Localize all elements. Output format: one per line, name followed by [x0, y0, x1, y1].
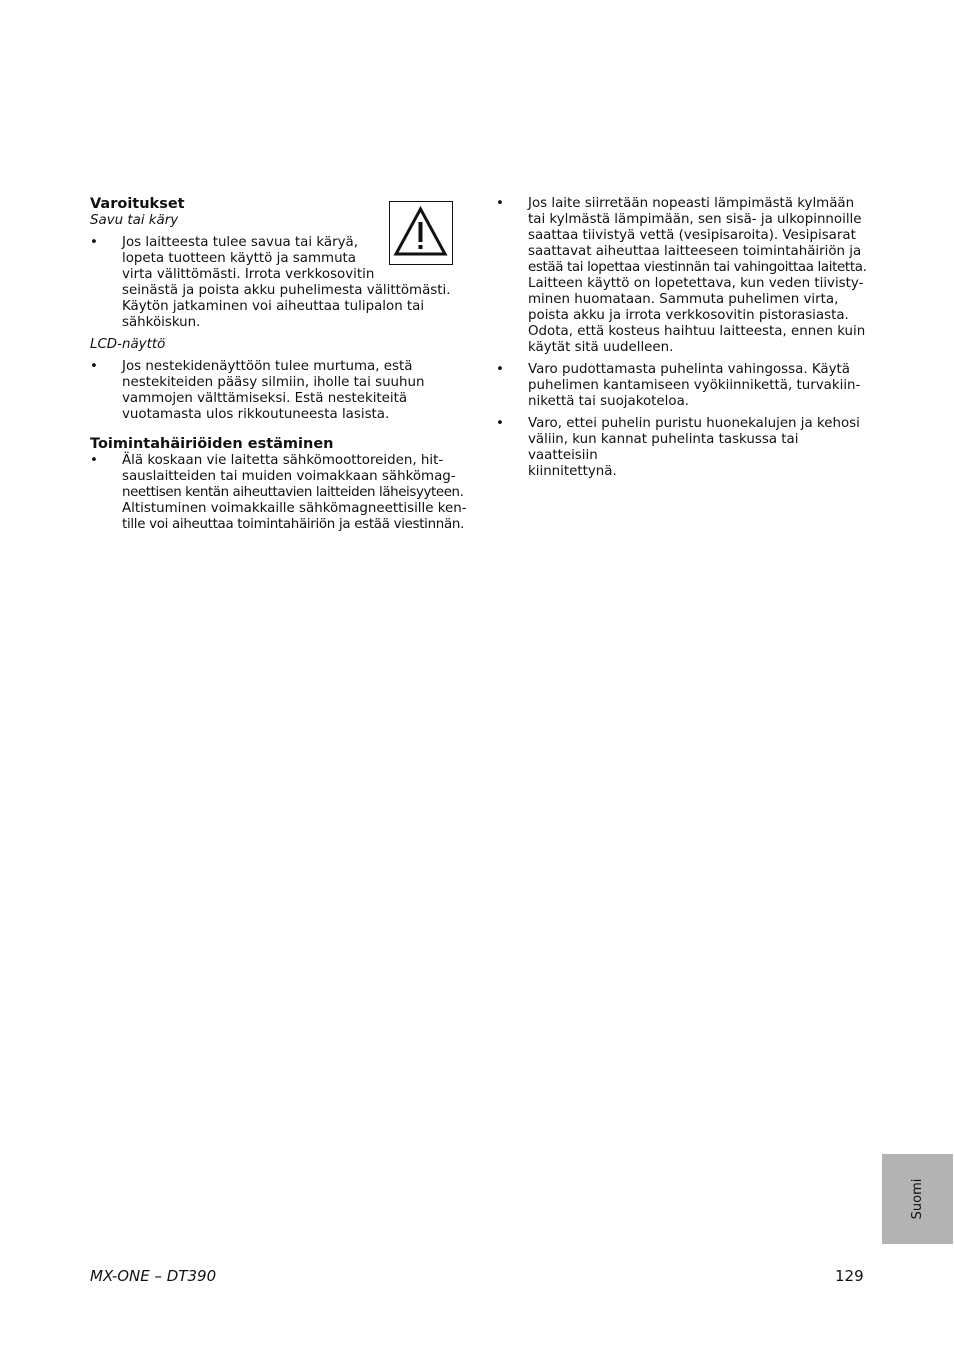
drop-bullet-item	[496, 362, 868, 410]
line: nestekiteiden pääsy silmiin, iholle tai suuhun	[122, 375, 425, 390]
line: lopeta tuotteen käyttö ja sammuta	[122, 251, 357, 266]
line: väliin, kun kannat puhelinta taskussa tai vaatteisiin	[528, 432, 799, 463]
line: sauslaitteiden tai muiden voimakkaan sähkömag-	[122, 469, 456, 484]
line: puhelimen kantamiseen vyökiinnikettä, turvakiin-	[528, 378, 861, 393]
line: Jos nestekidenäyttöön tulee murtuma, estä	[122, 359, 413, 374]
condensation-bullet-item	[496, 196, 868, 356]
bullet-marker: •	[496, 362, 504, 377]
right-column	[496, 196, 868, 480]
line: Käytön jatkaminen voi aiheuttaa tulipalon tai	[122, 299, 425, 314]
bullet-marker: •	[90, 359, 98, 374]
language-side-tab	[882, 1154, 953, 1244]
line: Altistuminen voimakkaille sähkömagneettisille ken-	[122, 501, 467, 516]
line: nikettä tai suojakoteloa.	[528, 394, 690, 409]
line: vammojen välttämiseksi. Estä nestekiteitä	[122, 391, 408, 406]
malfunction-heading: Toimintahäiriöiden estäminen	[90, 436, 334, 452]
line: vuotamasta ulos rikkoutuneesta lasista.	[122, 407, 390, 422]
line: Laitteen käyttö on lopetettava, kun veden tiivisty-	[528, 276, 864, 291]
line: Jos laitteesta tulee savua tai käryä,	[122, 235, 358, 250]
line: Varo, ettei puhelin puristu huonekalujen ja kehosi	[528, 416, 860, 431]
bullet-marker: •	[496, 416, 504, 431]
lcd-bullet-item	[90, 359, 470, 423]
warnings-heading: Varoitukset	[90, 196, 185, 212]
line: poista akku ja irrota verkkosovitin pistorasiasta.	[528, 308, 849, 323]
line: virta välittömästi. Irrota verkkosovitin	[122, 267, 375, 282]
line: seinästä ja poista akku puhelimesta välittömästi.	[122, 283, 451, 298]
line: kiinnitettynä.	[528, 464, 617, 479]
footer-product-name: MX-ONE – DT390	[90, 1267, 217, 1285]
line: Odota, että kosteus haihtuu laitteesta, ennen kuin	[528, 324, 866, 339]
bullet-marker: •	[90, 453, 98, 468]
line: saattaa tiivistyä vettä (vesipisaroita). Vesipisarat	[528, 228, 856, 243]
malfunction-bullet-item	[90, 453, 470, 533]
bullet-marker: •	[90, 235, 98, 250]
smoke-bullet-item	[90, 235, 470, 331]
left-column	[90, 195, 470, 533]
line: käytät sitä uudelleen.	[528, 340, 674, 355]
language-tab-label: Suomi	[909, 1178, 925, 1220]
page-number: 129	[835, 1267, 864, 1285]
line: estää tai lopettaa viestinnän tai vahingoittaa laitetta.	[528, 260, 867, 275]
line: Jos laite siirretään nopeasti lämpimästä kylmään	[528, 196, 855, 211]
pinch-bullet-item	[496, 416, 868, 480]
bullet-marker: •	[496, 196, 504, 211]
line: sähköiskun.	[122, 315, 201, 330]
line: tai kylmästä lämpimään, sen sisä- ja ulkopinnoille	[528, 212, 862, 227]
line: minen huomataan. Sammuta puhelimen virta,	[528, 292, 839, 307]
line: tille voi aiheuttaa toimintahäiriön ja estää viestinnän.	[122, 517, 465, 532]
lcd-subheading: LCD-näyttö	[90, 337, 166, 352]
line: Älä koskaan vie laitetta sähkömoottoreiden, hit-	[122, 453, 444, 468]
line: saattavat aiheuttaa laitteeseen toimintahäiriön ja	[528, 244, 862, 259]
line: neettisen kentän aiheuttavien laitteiden läheisyyteen.	[122, 485, 464, 500]
smoke-subheading: Savu tai käry	[90, 213, 179, 228]
line: Varo pudottamasta puhelinta vahingossa. Käytä	[528, 362, 850, 377]
